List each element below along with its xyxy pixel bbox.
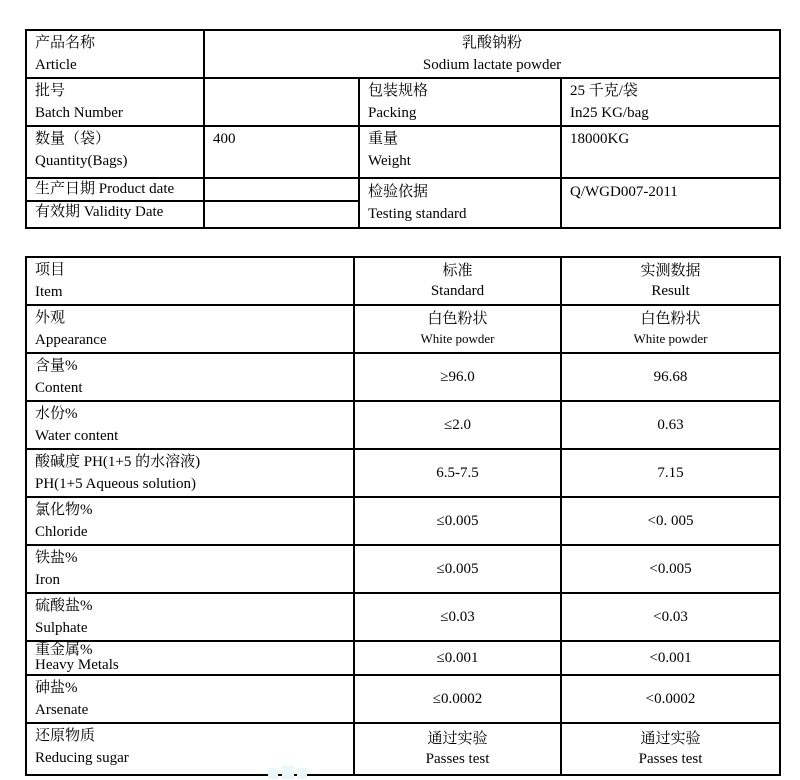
standard-value: ≤0.005 [436,513,479,529]
scan-artifact [268,768,278,779]
header-standard-en: Standard [430,283,485,299]
cell-item [26,449,354,497]
result-value: 0.63 [657,417,684,433]
value: 18000KG [570,131,630,147]
standard-en: Passes test [425,751,490,767]
standard-value: ≤0.0002 [432,691,483,707]
cell-result [561,545,780,593]
cell-packing-value [561,78,780,126]
cell-standard [354,593,561,641]
header-standard [354,257,561,305]
label-zh: 数量（袋） [35,131,111,147]
table-row-heavy-metals [26,641,780,675]
cell-product-date-value [204,178,359,201]
result-value: 96.68 [653,369,688,385]
cell-result [561,305,780,353]
header-result-en: Result [651,283,690,299]
standard-zh: 白色粉状 [427,311,488,327]
item-zh: 铁盐% [35,550,78,566]
cell-weight-value [561,126,780,178]
cell-article-value [204,30,780,78]
item-zh: 外观 [35,310,66,326]
cell-batch-label [26,78,204,126]
cell-testing-standard-label [359,178,561,228]
cell-batch-value [204,78,359,126]
cell-result [561,723,780,775]
table-row-iron [26,545,780,593]
result-en: White powder [633,331,708,346]
cell-item [26,497,354,545]
label: 生产日期 Product date [35,181,175,197]
label-en: Weight [368,153,411,169]
cell-result [561,401,780,449]
result-zh: 白色粉状 [640,311,701,327]
cell-item [26,401,354,449]
item-en: Heavy Metals [35,657,119,673]
table-row-reducing-sugar [26,723,780,775]
table-row [26,126,780,178]
label: 有效期 Validity Date [35,204,164,220]
result-en: Passes test [638,751,703,767]
cell-validity-value [204,201,359,228]
table-row [26,178,780,201]
table-row [26,78,780,126]
standard-value: ≤2.0 [444,417,471,433]
label-zh: 批号 [35,83,66,99]
item-en: Chloride [35,524,88,540]
result-value: <0.005 [649,561,692,577]
spec-header-row [26,257,780,305]
value-zh: 25 千克/袋 [570,83,638,99]
result-value: <0.001 [649,649,692,666]
item-en: Content [35,380,83,396]
header-item-zh: 项目 [35,262,66,278]
table-row-water [26,401,780,449]
cell-result [561,353,780,401]
cell-item [26,593,354,641]
spec-table [25,256,781,776]
cell-quantity-value [204,126,359,178]
value: Q/WGD007-2011 [570,184,678,200]
item-en: Iron [35,572,60,588]
label-en: Article [35,57,77,73]
table-row-appearance [26,305,780,353]
table-row [26,30,780,78]
cell-standard [354,545,561,593]
label-zh: 检验依据 [368,184,429,200]
cell-item [26,641,354,675]
item-zh: 含量% [35,358,78,374]
standard-value: ≤0.005 [436,561,479,577]
item-zh: 还原物质 [35,728,96,744]
cell-product-date-label [26,178,204,201]
header-item [26,257,354,305]
table-row-content [26,353,780,401]
value-zh: 乳酸钠粉 [462,35,523,51]
label-en: Quantity(Bags) [35,153,128,169]
header-standard-zh: 标准 [442,263,473,279]
cell-result [561,675,780,723]
standard-value: ≤0.001 [436,649,479,666]
item-en: Water content [35,428,119,444]
value-en: Sodium lactate powder [422,57,562,73]
item-zh: 氯化物% [35,502,93,518]
cell-item [26,353,354,401]
cell-standard [354,401,561,449]
standard-zh: 通过实验 [427,731,488,747]
cell-testing-standard-value [561,178,780,228]
scan-artifact [282,766,294,779]
cell-result [561,497,780,545]
cell-standard [354,497,561,545]
cell-standard [354,641,561,675]
item-en: Sulphate [35,620,88,636]
cell-standard [354,305,561,353]
cell-result [561,641,780,675]
table-row-ph [26,449,780,497]
cell-packing-label [359,78,561,126]
table-row-sulphate [26,593,780,641]
result-value: <0. 005 [647,513,694,529]
standard-value: ≤0.03 [440,609,475,625]
scan-artifact [297,768,307,779]
result-value: <0.03 [653,609,688,625]
item-zh: 水份% [35,406,78,422]
cell-quantity-label [26,126,204,178]
item-zh: 硫酸盐% [35,598,93,614]
label-en: Testing standard [368,206,467,222]
label-zh: 重量 [368,131,399,147]
header-result-zh: 实测数据 [640,263,701,279]
header-item-en: Item [35,284,63,300]
cell-standard [354,353,561,401]
cell-result [561,593,780,641]
label-en: Packing [368,105,417,121]
header-result [561,257,780,305]
product-info-table [25,29,781,229]
item-en: Arsenate [35,702,89,718]
value-en: In25 KG/bag [570,105,649,121]
cell-item [26,675,354,723]
certificate-sheet [25,29,781,776]
item-zh: 酸碱度 PH(1+5 的水溶液) [35,454,201,470]
item-zh: 重金属% [35,642,93,658]
standard-value: ≥96.0 [440,369,475,385]
item-en: Reducing sugar [35,750,129,766]
standard-en: White powder [420,331,495,346]
standard-value: 6.5-7.5 [436,465,479,481]
label-en: Batch Number [35,105,123,121]
label-zh: 包装规格 [368,83,429,99]
cell-standard [354,675,561,723]
label-zh: 产品名称 [35,35,96,51]
item-en: Appearance [35,332,107,348]
result-value: <0.0002 [645,691,696,707]
table-row-chloride [26,497,780,545]
cell-standard [354,449,561,497]
result-value: 7.15 [657,465,684,481]
cell-article-label [26,30,204,78]
cell-result [561,449,780,497]
cell-validity-label [26,201,204,228]
item-zh: 砷盐% [35,680,78,696]
item-en: PH(1+5 Aqueous solution) [35,476,196,492]
cell-weight-label [359,126,561,178]
result-zh: 通过实验 [640,731,701,747]
cell-item [26,545,354,593]
cell-standard [354,723,561,775]
value: 400 [213,131,236,147]
table-row-arsenate [26,675,780,723]
cell-item [26,305,354,353]
